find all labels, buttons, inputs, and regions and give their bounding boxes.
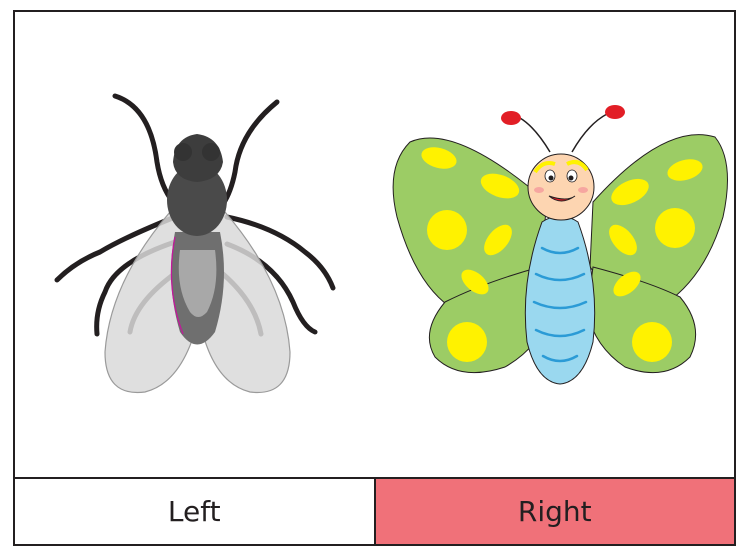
fly-image	[57, 96, 333, 393]
right-option-button[interactable]: Right	[376, 479, 735, 544]
question-card	[13, 10, 736, 546]
insects-illustration	[15, 12, 734, 477]
answer-options	[15, 477, 734, 544]
left-option-button[interactable]: Left	[15, 479, 376, 544]
picture-area	[15, 12, 734, 477]
butterfly-image	[393, 105, 727, 384]
